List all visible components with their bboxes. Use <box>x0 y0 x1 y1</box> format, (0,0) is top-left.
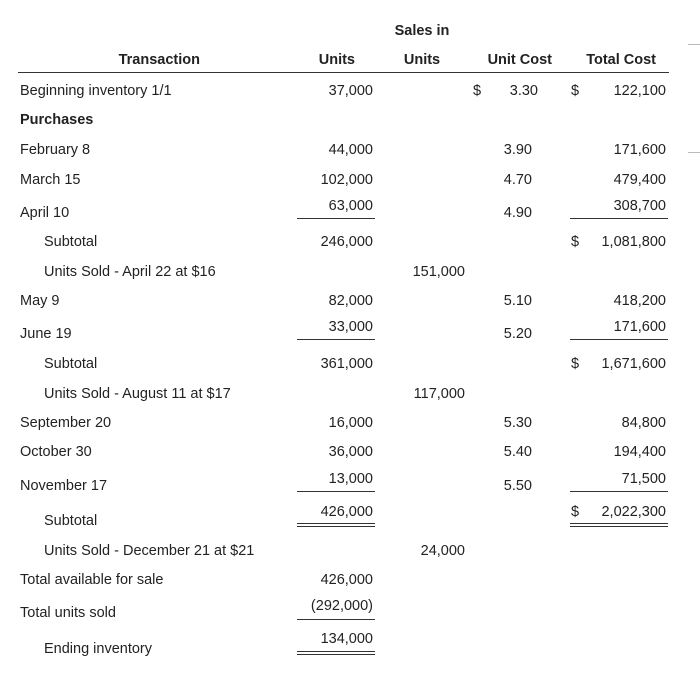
section-purchases: Purchases <box>20 112 94 128</box>
double-underline-units-ending <box>297 651 375 655</box>
header-unit-cost: Unit Cost <box>487 52 552 68</box>
total-beginning: 122,100 <box>613 83 666 99</box>
unit-cost-may9: 5.10 <box>503 293 532 309</box>
units-jun19: 33,000 <box>328 319 373 335</box>
total-may9: 418,200 <box>613 293 666 309</box>
units-may9: 82,000 <box>328 293 373 309</box>
unit-cost-apr10: 4.90 <box>503 205 532 221</box>
units-sep20: 16,000 <box>328 415 373 431</box>
unit-cost-beginning: 3.30 <box>509 83 538 99</box>
sales-sold2: 117,000 <box>413 386 465 402</box>
row-label-sold3: Units Sold - December 21 at $21 <box>44 543 255 559</box>
row-label-may9: May 9 <box>20 293 60 309</box>
unit-cost-nov17: 5.50 <box>503 478 532 494</box>
row-label-sold2: Units Sold - August 11 at $17 <box>44 386 231 402</box>
units-feb8: 44,000 <box>328 142 373 158</box>
units-ending: 134,000 <box>320 631 373 647</box>
total-sep20: 84,800 <box>621 415 666 431</box>
units-apr10: 63,000 <box>328 198 373 214</box>
dollar-sign: $ <box>571 504 580 520</box>
sales-sold3: 24,000 <box>420 543 465 559</box>
units-available: 426,000 <box>320 572 373 588</box>
unit-cost-jun19: 5.20 <box>503 326 532 342</box>
row-label-apr10: April 10 <box>20 205 70 221</box>
row-label-subtotal3: Subtotal <box>44 513 98 529</box>
row-label-sold1: Units Sold - April 22 at $16 <box>44 264 216 280</box>
units-mar15: 102,000 <box>320 172 373 188</box>
underline-units-jun19 <box>297 339 375 340</box>
underline-total-nov17 <box>570 491 668 492</box>
header-rule <box>18 72 669 73</box>
total-subtotal1: 1,081,800 <box>601 234 666 250</box>
row-label-available: Total available for sale <box>20 572 164 588</box>
header-transaction: Transaction <box>118 52 200 68</box>
unit-cost-oct30: 5.40 <box>503 444 532 460</box>
double-underline-units-subtotal3 <box>297 523 375 527</box>
row-label-sep20: September 20 <box>20 415 112 431</box>
total-oct30: 194,400 <box>613 444 666 460</box>
units-beginning: 37,000 <box>328 83 373 99</box>
edge-rule <box>688 44 700 45</box>
units-subtotal1: 246,000 <box>320 234 373 250</box>
dollar-sign: $ <box>473 83 482 99</box>
units-subtotal2: 361,000 <box>320 356 373 372</box>
row-label-mar15: March 15 <box>20 172 81 188</box>
underline-total-apr10 <box>570 218 668 219</box>
units-oct30: 36,000 <box>328 444 373 460</box>
total-apr10: 308,700 <box>613 198 666 214</box>
underline-units-apr10 <box>297 218 375 219</box>
sales-sold1: 151,000 <box>412 264 465 280</box>
row-label-subtotal2: Subtotal <box>44 356 98 372</box>
total-jun19: 171,600 <box>613 319 666 335</box>
total-subtotal3: 2,022,300 <box>601 504 666 520</box>
header-sales-in: Sales in <box>394 23 450 39</box>
header-total-cost: Total Cost <box>586 52 656 68</box>
unit-cost-feb8: 3.90 <box>503 142 532 158</box>
units-total-sold: (292,000) <box>310 598 373 614</box>
edge-rule <box>688 152 700 153</box>
unit-cost-sep20: 5.30 <box>503 415 532 431</box>
total-subtotal2: 1,671,600 <box>601 356 666 372</box>
unit-cost-mar15: 4.70 <box>503 172 532 188</box>
row-label-jun19: June 19 <box>20 326 72 342</box>
underline-units-nov17 <box>297 491 375 492</box>
underline-total-jun19 <box>570 339 668 340</box>
units-nov17: 13,000 <box>328 471 373 487</box>
row-label-ending: Ending inventory <box>44 641 153 657</box>
row-label-nov17: November 17 <box>20 478 108 494</box>
total-mar15: 479,400 <box>613 172 666 188</box>
dollar-sign: $ <box>571 356 580 372</box>
underline-units-total-sold <box>297 619 375 620</box>
total-nov17: 71,500 <box>621 471 666 487</box>
dollar-sign: $ <box>571 83 580 99</box>
total-feb8: 171,600 <box>613 142 666 158</box>
header-sales-units: Units <box>403 52 441 68</box>
row-label-total-sold: Total units sold <box>20 605 116 621</box>
dollar-sign: $ <box>571 234 580 250</box>
row-label-oct30: October 30 <box>20 444 92 460</box>
row-label-beginning: Beginning inventory 1/1 <box>20 83 172 99</box>
row-label-feb8: February 8 <box>20 142 91 158</box>
header-units: Units <box>318 52 355 68</box>
units-subtotal3: 426,000 <box>320 504 373 520</box>
row-label-subtotal1: Subtotal <box>44 234 98 250</box>
double-underline-total-subtotal3 <box>570 523 668 527</box>
